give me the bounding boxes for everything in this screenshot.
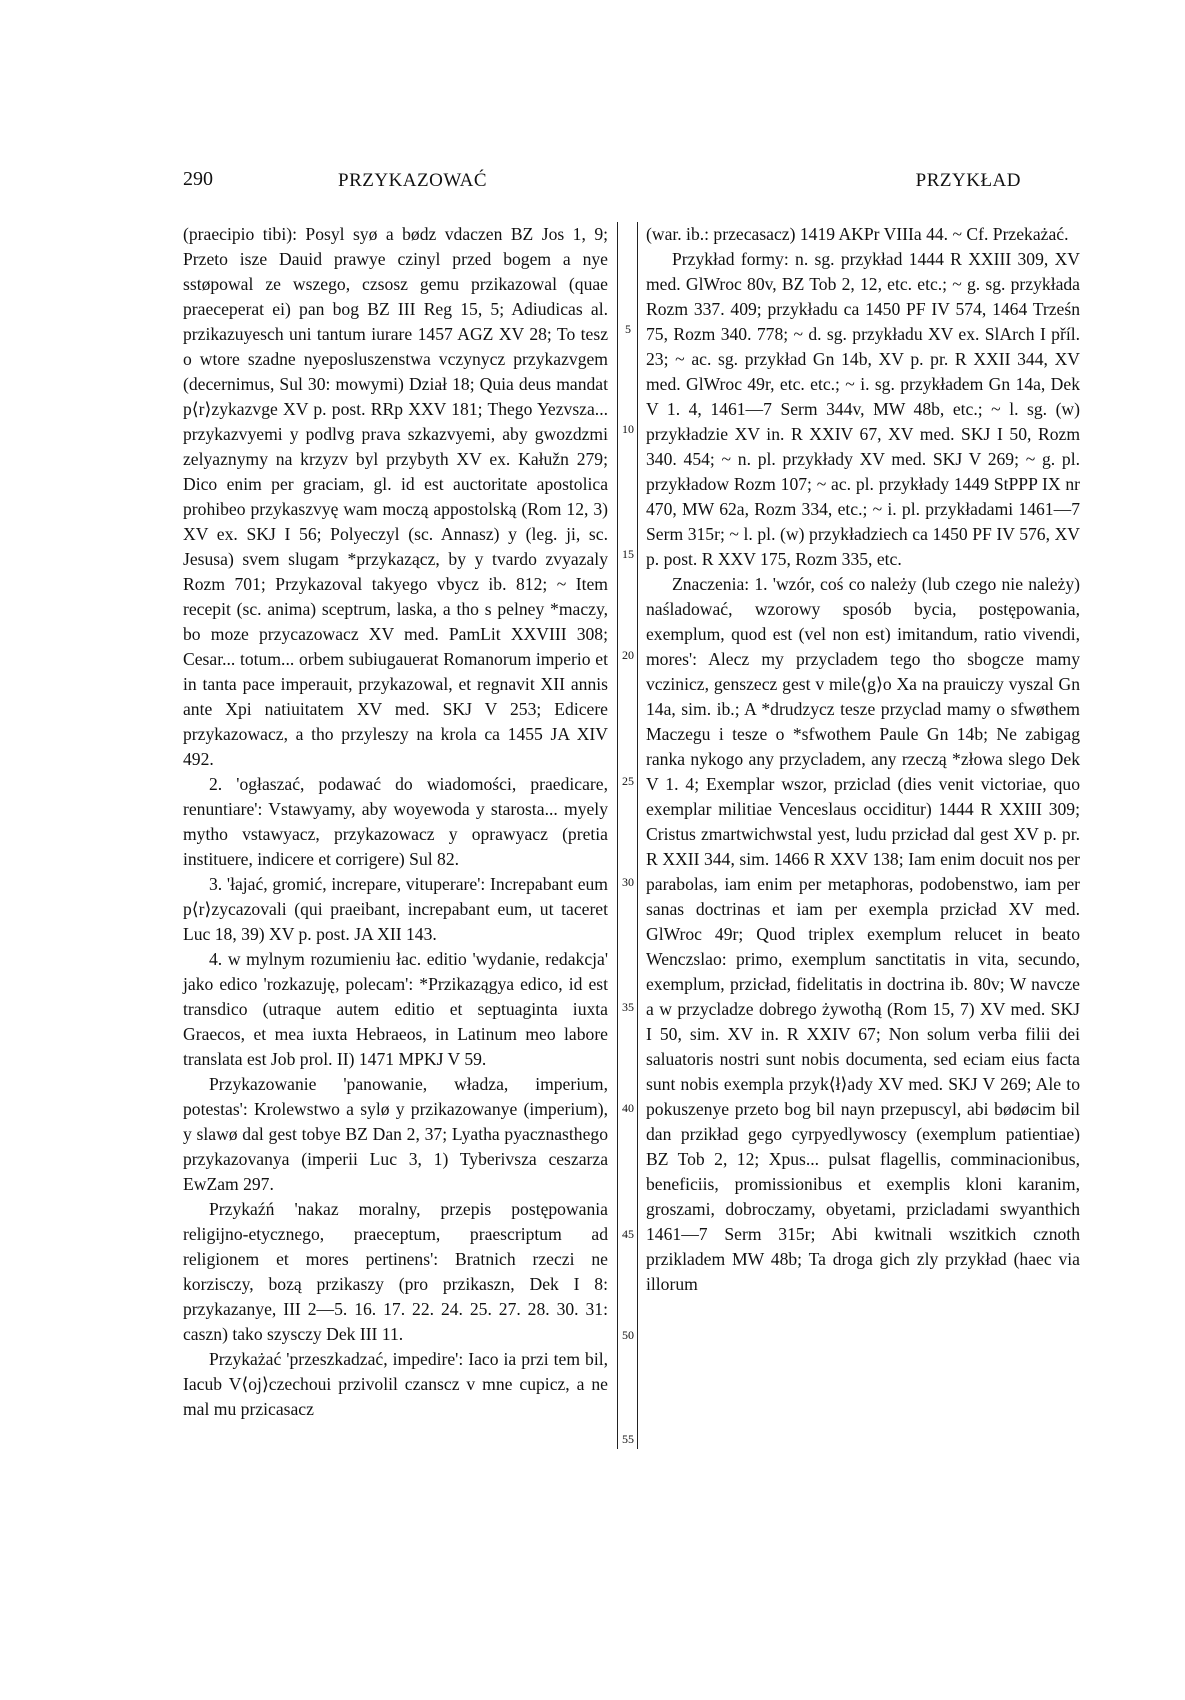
line-number: 40 (622, 1101, 634, 1115)
line-number: 20 (622, 648, 634, 662)
line-number: 55 (622, 1432, 634, 1446)
entry-paragraph: 2. 'ogłaszać, podawać do wiadomości, praedicare, renuntiare': Vstawyamy, aby woyewoda y starosta... myely mytho vstawyacz, przykazowacz y oprawyacz (pretia instituere, indicere et corrigere) Sul 82. (183, 774, 608, 869)
right-column (646, 222, 1080, 1297)
line-number: 35 (622, 1000, 634, 1014)
entry-paragraph: Przykazowanie 'panowanie, władza, imperium, potestas': Krolewstwo a sylø y przikazowanye (imperium), y slawø dal gest tobye BZ Dan 2, 37; Lyatha pyacznasthego przykazovanya (imperii Luc 3, 1) Tyberivsza ceszarza EwZam 297. (183, 1074, 608, 1194)
line-number: 25 (622, 774, 634, 788)
entry-paragraph: (praecipio tibi): Posyl syø a bødz vdaczen BZ Jos 1, 9; Przeto isze Dauid prawye czinyl przed bogem a nye sstøpowal ze wszego, czsosz gemu przikazowal (quae praeceperat ei) pan bog BZ III Reg 15, 5; Adiudicas al. przikazuyesch uni tantum iurare 1457 AGZ XV 28; To tesz o wtore szadne nyeposluszenstwa vczynycz przykazvgem (decernimus, Sul 30: mowymi) Dział 18; Quia deus mandat p⟨r⟩zykazvge XV p. post. RRp XXV 181; Thego Yezvsza... przykazvyemi y podlvg prava szkazvyemi, aby gwozdzmi zelyaznymy na krzyzv byl przybyth XV ex. Kałužn 279; Dico enim per graciam, gl. id est auctoritate apostolica prohibeo przykaszvyę wam moczą appostolską (Rom 12, 3) XV ex. SKJ I 56; Polyeczyl (sc. Annasz) y (leg. ji, sc. Jesusa) svem slugam *przykazącz, by y tvardo zvyazaly Rozm 701; Przykazoval takyego vbycz ib. 812; ~ Item recepit (sc. anima) sceptrum, laska, a tho s pelney *maczy, bo moze przycazowacz XV med. PamLit XXVIII 308; Cesar... totum... orbem subiugauerat Romanorum imperio et in tanta pace imperauit, przykazowal, et regnavit XII annis ante Xpi natiuitatem XV med. SKJ V 253; Edicere przykazowacz, a tho przyleszy na krola ca 1455 JA XIV 492. (183, 224, 608, 769)
column-rule (637, 222, 638, 1449)
entry-paragraph: Przykaźń 'nakaz moralny, przepis postępowania religijno-etycznego, praeceptum, praescriptum ad religionem et mores pertinens': Bratnich rzeczi ne korzisczy, bozą przikaszy (pro przikaszn, Dek I 8: przykazanye, III 2—5. 16. 17. 22. 24. 25. 27. 28. 30. 31: caszn) tako szysczy Dek III 11. (183, 1199, 608, 1344)
line-number: 5 (625, 322, 631, 336)
line-number: 45 (622, 1227, 634, 1241)
line-number: 15 (622, 547, 634, 561)
left-column (183, 222, 608, 1422)
running-head-left: PRZYKAZOWAĆ (338, 170, 488, 191)
entry-paragraph: (war. ib.: przecasacz) 1419 AKPr VIIIa 44. ~ Cf. Przekażać. (646, 224, 1069, 244)
entry-paragraph: Przykład formy: n. sg. przykład 1444 R XXIII 309, XV med. GlWroc 80v, BZ Tob 2, 12, etc. etc.; ~ g. sg. przykłada Rozm 337. 409; przykładu ca 1450 PF IV 574, 1464 Trześn 75, Rozm 340. 778; ~ d. sg. przykładu XV ex. SlArch I příl. 23; ~ ac. sg. przykład Gn 14b, XV p. pr. R XXII 344, XV med. GlWroc 49r, etc. etc.; ~ i. sg. przykładem Gn 14a, Dek V 1. 4, 1461—7 Serm 344v, MW 48b, etc.; ~ l. sg. (w) przykładzie XV in. R XXIV 67, XV med. SKJ I 50, Rozm 340. 454; ~ n. pl. przykłady XV med. SKJ V 269; ~ g. pl. przykładow Rozm 107; ~ ac. pl. przykłady 1449 StPPP IX nr 470, MW 62a, Rozm 334, etc.; ~ i. pl. przykładami 1461—7 Serm 315r; ~ l. pl. (w) przykładziech ca 1450 PF IV 576, XV p. post. R XXV 175, Rozm 335, etc. (646, 249, 1080, 569)
page-number: 290 (183, 168, 213, 190)
entry-paragraph: Znaczenia: 1. 'wzór, coś co należy (lub czego nie należy) naśladować, wzorowy sposób bycia, postępowania, exemplum, quod est (vel non est) imitandum, ratio vivendi, mores': Alecz my przycladem tego tho sbogcze mamy vczinicz, genszecz gest v mile⟨g⟩o Xa na prauiczy vyszal Gn 14a, sim. ib.; A *drudzycz tesze przyclad mamy o sfwøthem Maczegu i tesze o *sfwothem Paule Gn 14b; Ne zabigag ranka nykogo any przycladem, any rzeczą *złowa slego Dek V 1. 4; Exemplar wszor, prziclad (dies venit victoriae, quo exemplar militiae Venceslaus occiditur) 1444 R XXIII 309; Cristus zmartwichwstal yest, ludu przicład dal gest XV p. pr. R XXII 344, sim. 1466 R XXV 138; Iam enim docuit nos per parabolas, iam enim per metaphoras, podobenstwo, iam per sanas doctrinas et iam per exempla przicład XV med. GlWroc 49r; Quod triplex exemplum relucet in beato Wenczslao: primo, exemplum sanctitatis in vita, secundo, exemplum, przicład, fidelitatis in doctrina ib. 80v; W navcze a w przycladze dobrego żywothą (Rom 15, 7) XV med. SKJ I 50, sim. XV in. R XXIV 67; Non solum verba filii dei saluatoris nostri sunt nobis documenta, sed eciam eius facta sunt nobis exempla przyk⟨ł⟩ady XV med. SKJ V 269; Ale to pokuszenye przeto bog bil nayn przepuscyl, abi bødøcim bil dan przikład gego cyrpyedlywoscy (exemplum patientiae) BZ Tob 2, 12; Xpus... pulsat flagellis, comminacionibus, beneficiis, promissionibus et exemplis kloni karanim, groszami, dobroczamy, obyetami, przicladami swyanthich 1461—7 Serm 315r; Abi kwitnali wszitkich cznoth przikladem MW 48b; Ta droga gich zly przykład (haec via illorum (646, 574, 1080, 1294)
line-number: 30 (622, 875, 634, 889)
entry-paragraph: Przykażać 'przeszkadzać, impedire': Iaco ia przi tem bil, Iacub V⟨oj⟩czechoui przivolil czanscz v mne cupicz, a ne mal mu przicasacz (183, 1349, 608, 1419)
entry-paragraph: 4. w mylnym rozumieniu łac. editio 'wydanie, redakcja' jako edico 'rozkazuję, polecam': *Przikazągya edico, id est transdico (utraque autem editio et septuaginta iuxta Graecos, et mea iuxta Hebraeos, in Latinum meo labore translata est Job prol. II) 1471 MPKJ V 59. (183, 949, 608, 1069)
line-number: 10 (622, 422, 634, 436)
entry-paragraph: 3. 'łajać, gromić, increpare, vituperare': Increpabant eum p⟨r⟩zycazovali (qui praeibant, increpabant eum, ut taceret Luc 18, 39) XV p. post. JA XII 143. (183, 874, 608, 944)
column-rule (617, 222, 618, 1449)
running-head-right: PRZYKŁAD (915, 170, 1021, 191)
line-number: 50 (622, 1328, 634, 1342)
page-header (183, 168, 1021, 194)
